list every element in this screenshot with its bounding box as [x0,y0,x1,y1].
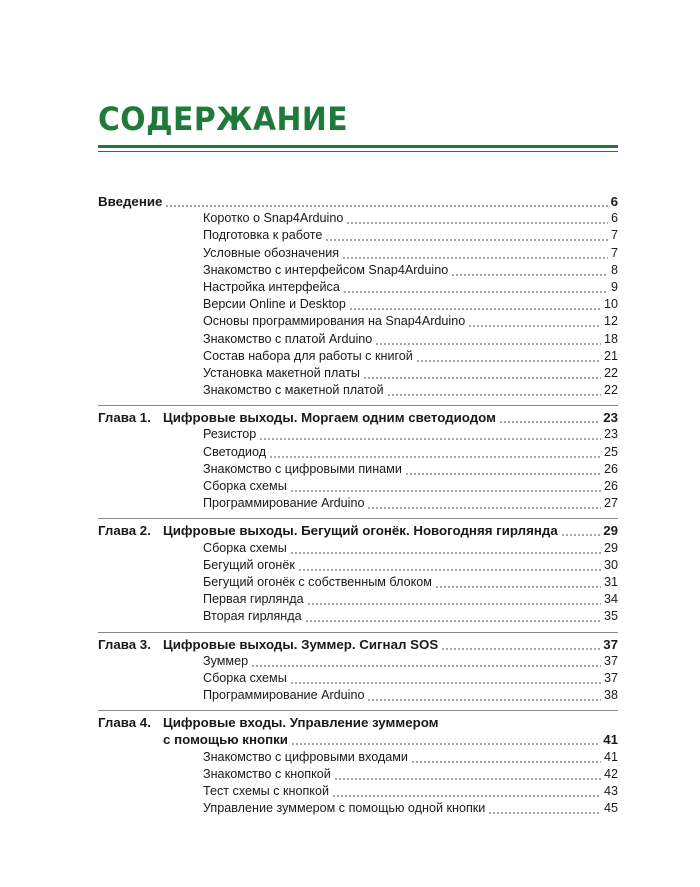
toc-entry[interactable] [98,348,618,365]
toc-entry-title: Знакомство с кнопкой [203,766,331,781]
toc-entry-title: Состав набора для работы с книгой [203,348,413,363]
toc-entry-title: Знакомство с цифровыми пинами [203,461,402,476]
toc-entry-page: 41 [603,749,618,764]
toc-entry-title: Условные обозначения [203,245,340,260]
leader-dots [363,365,601,382]
leader-dots [416,348,601,365]
toc-entry[interactable] [98,245,618,262]
toc-entry-title: Зуммер [203,653,249,668]
toc-entry-title: Бегущий огонёк с собственным блоком [203,574,432,589]
toc-entry[interactable] [98,210,618,227]
toc-entry[interactable] [98,574,618,591]
toc-entry-title: Сборка схемы [203,479,287,493]
toc-entry-title: Вторая гирлянда [203,609,302,624]
toc-entry[interactable] [98,783,618,800]
leader-dots [291,731,600,748]
toc-entry[interactable] [98,279,618,296]
chapter-page: 41 [603,732,618,748]
chapter-3-section-list [98,653,618,705]
toc-entry[interactable] [98,591,618,608]
toc-entry-title: Версии Online и Desktop [203,297,346,312]
leader-dots [375,331,601,348]
chapter-title-line2: с помощью кнопки [163,732,288,748]
leader-dots [561,522,600,539]
leader-dots [259,426,601,443]
toc-entry-title: Знакомство с интерфейсом Snap4Arduino [203,262,449,277]
toc-entry-page: 21 [603,348,618,363]
leader-dots [332,783,601,800]
leader-dots [468,313,601,330]
leader-dots [269,444,601,461]
toc-entry-title: Программирование Arduino [203,688,365,703]
toc-entry-page: 31 [603,574,618,589]
toc-intro[interactable] [98,193,618,210]
toc-chapter-3[interactable] [98,632,618,653]
toc-entry-page: 10 [603,297,618,312]
toc-entry-page: 9 [610,279,618,294]
toc-entry[interactable] [98,766,618,783]
toc-entry-title: Знакомство с цифровыми входами [203,749,408,764]
chapter-page: 29 [603,523,618,539]
toc-chapter-1[interactable] [98,405,618,426]
toc-entry-page: 29 [603,540,618,555]
toc-entry-page: 34 [603,592,618,607]
toc-entry-title: Подготовка к работе [203,228,323,243]
toc-entry-title: Коротко о Snap4Arduino [203,211,344,226]
toc-entry[interactable] [98,331,618,348]
toc-entry-page: 30 [603,557,618,572]
leader-dots [298,557,601,574]
chapter-title: Цифровые выходы. Зуммер. Сигнал SOS [163,636,439,652]
toc-entry-title: Тест схемы с кнопкой [203,784,329,798]
leader-dots [165,193,607,210]
toc-entry-title: Основы программирования на Snap4Arduino [203,314,466,329]
leader-dots [441,636,600,653]
toc-entry-title: Сборка схемы [203,670,287,685]
leader-dots [488,800,601,817]
toc-entry-title: Настройка интерфейса [203,279,340,294]
toc-entry[interactable] [98,687,618,704]
toc-entry[interactable] [98,365,618,382]
chapter-title: Цифровые выходы. Моргаем одним светодиодом [163,410,496,426]
toc-entry[interactable] [98,296,618,313]
toc-entry[interactable] [98,262,618,279]
chapter-label: Глава 2. [98,523,151,539]
toc-entry-page: 25 [603,444,618,459]
toc-entry-page: 26 [603,461,618,476]
leader-dots [305,608,601,625]
toc-entry[interactable] [98,227,618,244]
toc-entry-page: 42 [603,766,618,781]
toc-entry-page: 45 [603,801,618,816]
title-rule-thick [98,145,618,148]
toc-entry-page: 35 [603,609,618,624]
toc-entry-page: 23 [603,427,618,442]
leader-dots [342,245,608,262]
toc-entry-page: 18 [603,331,618,346]
leader-dots [367,495,601,512]
leader-dots [325,227,608,244]
leader-dots [349,296,601,313]
table-of-contents [98,193,618,817]
leader-dots [307,591,601,608]
toc-entry-title: Программирование Arduino [203,496,365,511]
toc-entry-title: Первая гирлянда [203,592,304,607]
toc-entry[interactable] [98,382,618,399]
chapter-title: Цифровые выходы. Бегущий огонёк. Новогодняя гирлянда [163,523,558,539]
toc-entry[interactable] [98,670,618,687]
toc-entry-title: Знакомство с макетной платой [203,383,384,398]
chapter-label: Глава 3. [98,636,151,652]
leader-dots [290,478,601,495]
chapter-title-line1: Цифровые входы. Управление зуммером [163,715,439,731]
leader-dots [290,670,601,687]
toc-entry-title: Управление зуммером с помощью одной кнопки [203,801,486,816]
toc-entry-page: 37 [603,653,618,668]
toc-entry-page: 26 [603,479,618,493]
toc-entry[interactable] [98,426,618,443]
toc-entry-page: 27 [603,496,618,511]
toc-entry-title: Резистор [203,427,257,442]
toc-chapter-2[interactable] [98,518,618,539]
leader-dots [346,210,608,227]
toc-entry[interactable] [98,478,618,495]
toc-entry[interactable] [98,800,618,817]
toc-entry[interactable] [98,540,618,557]
leader-dots [343,279,608,296]
leader-dots [499,409,600,426]
leader-dots [405,461,601,478]
toc-entry-title: Установка макетной платы [203,365,360,380]
toc-entry-page: 22 [603,365,618,380]
toc-entry-page: 8 [610,262,618,277]
leader-dots [334,766,601,783]
toc-entry[interactable] [98,608,618,625]
leader-dots [251,653,601,670]
leader-dots [367,687,601,704]
toc-entry[interactable] [98,653,618,670]
leader-dots [435,574,601,591]
chapter-page: 23 [603,410,618,426]
leader-dots [451,262,608,279]
toc-entry-page: 43 [603,784,618,798]
toc-entry-title: Сборка схемы [203,540,287,555]
chapter-page: 37 [603,636,618,652]
toc-entry-page: 38 [603,688,618,703]
chapter-4-section-list [98,749,618,818]
leader-dots [290,540,601,557]
chapter-label: Глава 1. [98,410,151,426]
toc-entry[interactable] [98,495,618,512]
chapter-1-section-list [98,426,618,512]
leader-dots [411,749,601,766]
chapter-2-section-list [98,540,618,626]
toc-entry-title: Бегущий огонёк [203,557,295,572]
toc-entry[interactable] [98,557,618,574]
toc-entry-page: 22 [603,383,618,398]
toc-entry-page: 6 [610,211,618,226]
toc-intro-page: 6 [610,194,618,209]
toc-entry[interactable] [98,313,618,330]
toc-entry-page: 37 [603,670,618,685]
toc-entry-page: 7 [610,245,618,260]
title-rule-thin [98,151,618,152]
toc-chapter-4[interactable] [98,710,618,748]
toc-entry-page: 12 [603,314,618,329]
intro-section-list [98,210,618,399]
toc-entry-title: Знакомство с платой Arduino [203,331,373,346]
page-title: СОДЕРЖАНИЕ [98,100,349,138]
toc-entry[interactable] [98,461,618,478]
toc-intro-title: Введение [98,194,163,209]
chapter-label: Глава 4. [98,715,151,731]
leader-dots [387,382,601,399]
toc-entry-title: Светодиод [203,444,267,459]
toc-entry-page: 7 [610,228,618,243]
toc-entry[interactable] [98,749,618,766]
toc-entry[interactable] [98,444,618,461]
